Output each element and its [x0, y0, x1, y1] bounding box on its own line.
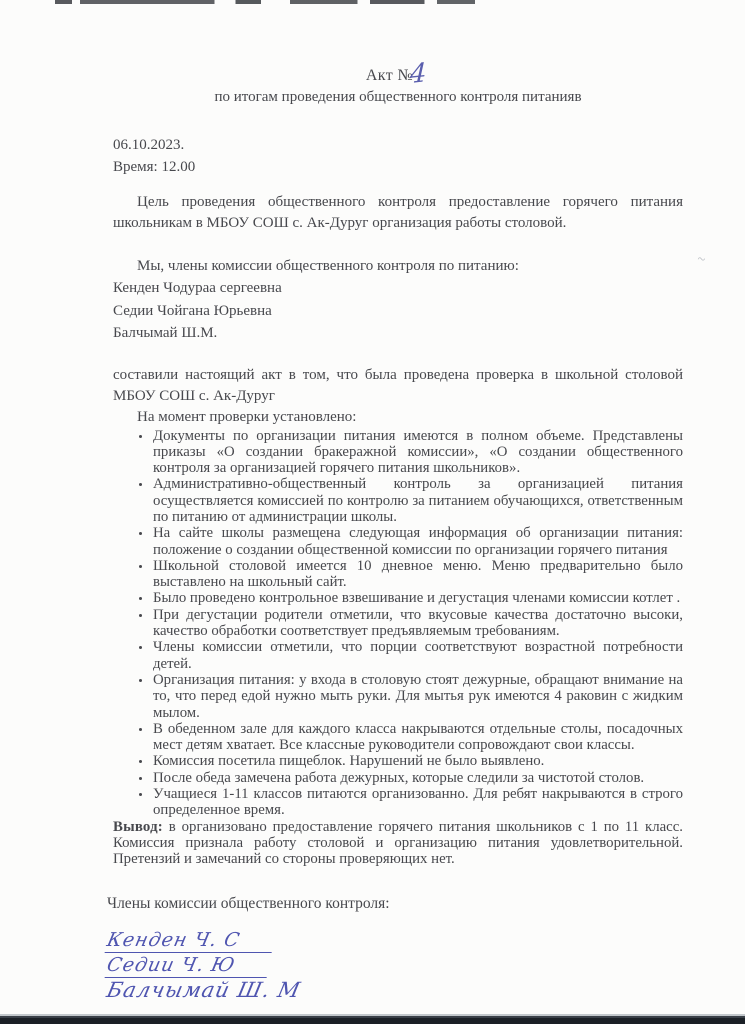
member-list — [113, 277, 683, 345]
member-name: Кенден Чодураа сергеевна — [113, 280, 282, 296]
signature-member-2: Седии Ч. Ю — [105, 955, 272, 978]
finding-item: • Учащиеся 1-11 классов питаются организованно. Для ребят накрываются в строго определенное время. — [152, 786, 683, 819]
finding-item: • После обеда замечена работа дежурных, которые следили за чистотой столов. — [152, 770, 683, 786]
member-name: Балчымай Ш.М. — [113, 325, 218, 341]
finding-item: • Документы по организации питания имеются в полном объеме. Представлены приказы «О создании бракеражной комиссии», «О создании общественного контроля за организацией горячего питания школьников». — [152, 428, 683, 477]
finding-item: • Организация питания: у входа в столовую стоят дежурные, обращают внимание на то, что перед едой нужно мыть руки. Для мытья рук имеются 4 раковин с жидким мылом. — [152, 672, 683, 721]
purpose-paragraph: Цель проведения общественного контроля предоставление горячего питания школьникам в МБОУ СОШ с. Ак-Дуруг организация работы столовой. — [113, 194, 683, 231]
finding-item: • Административно-общественный контроль за организацией питания осуществляется комиссией по контролю за питанием обучающихся, ответственным по питанию от администрации школы. — [152, 476, 683, 525]
conclusion-text: в организовано предоставление горячего питания школьников с 1 по 11 класс. Комиссия признала работу столовой и организацию питания удовлетворительной. Претензий и замечаний со стороны проверяющих нет. — [113, 818, 684, 868]
findings-heading: На момент проверки установлено: — [137, 408, 357, 425]
signature-block — [104, 928, 683, 1002]
finding-item: • Школьной столовой имеется 10 дневное меню. Меню предварительно было выставлено на школьный сайт. — [152, 558, 683, 591]
scan-smudge: ~ — [695, 251, 707, 269]
finding-item: • При дегустации родители отметили, что вкусовые качества достаточно высоки, качество обработки соответствует предъявляемым требованиям. — [152, 607, 683, 640]
signature-section-heading: Члены комиссии общественного контроля: — [107, 894, 390, 912]
signature-member-3: Балчымай Ш. М — [104, 977, 304, 1002]
document-content — [104, 57, 684, 1002]
finding-item: • Комиссия посетила пищеблок. Нарушений не было выявлено. — [152, 753, 683, 769]
finding-item: • На сайте школы размещена следующая информация об организации питания: положение о создании общественной комиссии по организации горячего питания — [152, 525, 683, 558]
act-statement: составили настоящий акт в том, что была проведена проверка в школьной столовой МБОУ СОШ с. Ак-Дуруг — [113, 366, 683, 404]
time-line: Время: 12.00 — [113, 158, 196, 175]
page-subtitle: по итогам проведения общественного контроля питанияв — [214, 89, 582, 105]
conclusion-paragraph — [113, 819, 683, 868]
finding-item: • В обеденном зале для каждого класса накрываются отдельные столы, посадочных мест детям хватает. Все классные руководители сопровождают свои классы. — [152, 721, 683, 754]
scan-artifact-top-edge — [55, 0, 475, 4]
conclusion-label: Вывод: — [113, 818, 163, 835]
title-prefix: Акт № — [365, 67, 414, 84]
page-title — [113, 57, 683, 91]
date-block — [113, 135, 683, 178]
date-line: 06.10.2023. — [113, 137, 185, 153]
member-name: Седии Чойгана Юрьевна — [113, 302, 272, 319]
handwritten-act-number: 4 — [409, 57, 428, 91]
findings-list — [113, 428, 683, 819]
finding-item: • Было проведено контрольное взвешивание и дегустация членами комиссии котлет . — [152, 590, 683, 606]
scan-artifact-bottom-edge — [0, 1014, 745, 1024]
finding-item: • Члены комиссии отметили, что порции соответствуют возрастной потребности детей. — [152, 639, 683, 672]
commission-intro: Мы, члены комиссии общественного контроля по питанию: — [137, 258, 519, 274]
signature-member-1: Кенден Ч. С — [105, 930, 276, 953]
